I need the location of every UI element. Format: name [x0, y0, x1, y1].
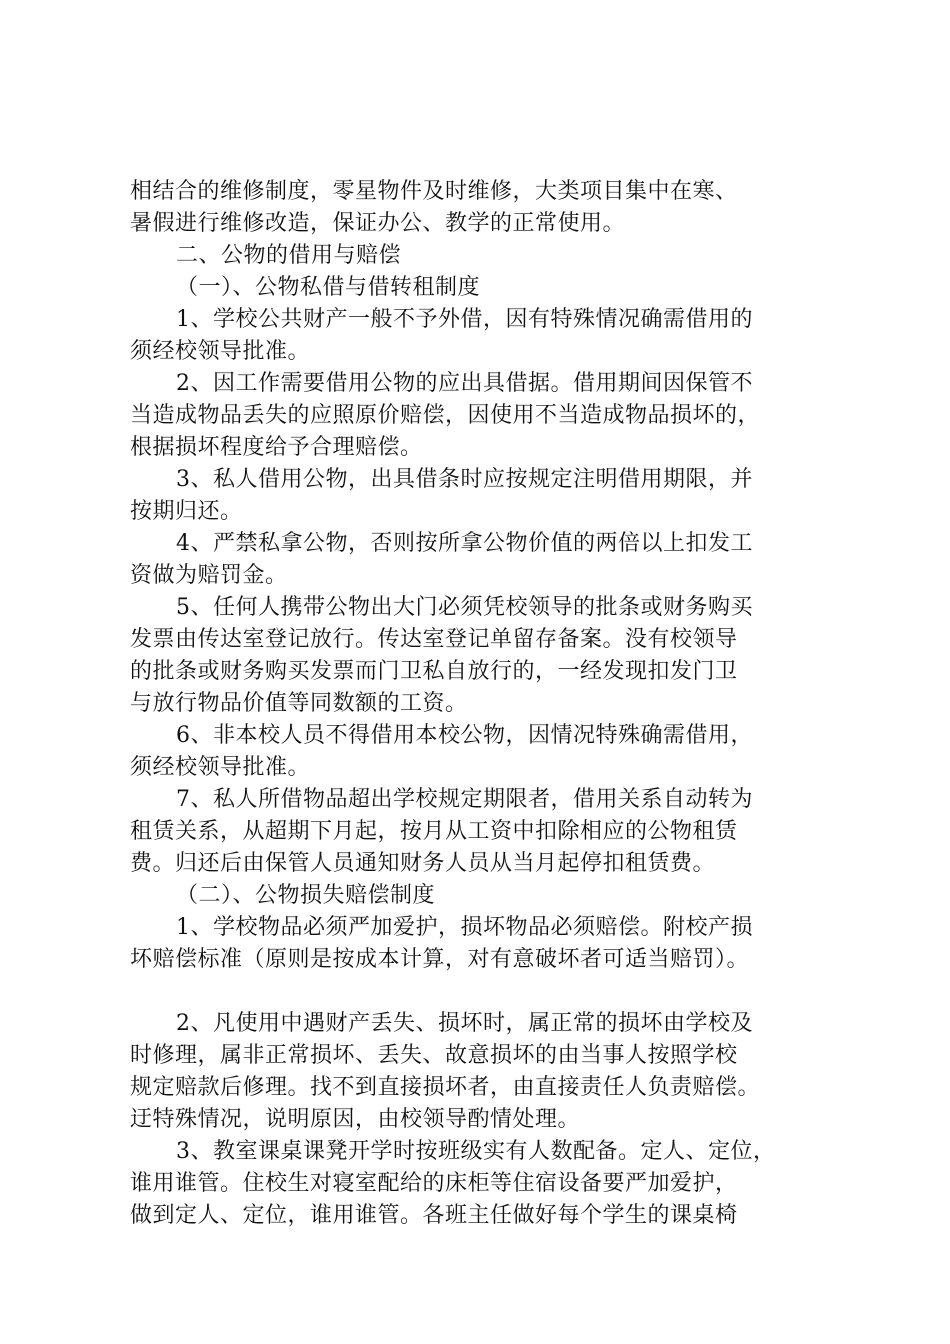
text-line: 2、凡使用中遇财产丢失、损坏时，属正常的损坏由学校及	[176, 1011, 753, 1036]
text-line: 时修理，属非正常损坏、丢失、故意损坏的由当事人按照学校	[130, 1043, 738, 1068]
text-line: 租赁关系，从超期下月起，按月从工资中扣除相应的公物租赁	[130, 819, 738, 844]
text-line: （一）、公物私借与借转租制度	[176, 275, 481, 300]
text-line: 3、教室课桌课凳开学时按班级实有人数配备。定人、定位，	[176, 1139, 776, 1164]
text-line: 2、因工作需要借用公物的应出具借据。借用期间因保管不	[176, 371, 753, 396]
text-line: 须经校领导批准。	[130, 339, 311, 364]
blank-line	[130, 976, 850, 1008]
text-line: 1、学校物品必须严加爱护，损坏物品必须赔偿。附校产损	[176, 915, 753, 940]
document-page	[130, 176, 850, 1232]
text-line: 按期归还。	[130, 499, 243, 524]
text-line: 迂特殊情况，说明原因，由校领导酌情处理。	[130, 1107, 581, 1132]
text-line: 7、私人所借物品超出学校规定期限者，借用关系自动转为	[176, 787, 753, 812]
text-line: 相结合的维修制度，零星物件及时维修，大类项目集中在寒、	[130, 179, 738, 204]
text-line: 4、严禁私拿公物，否则按所拿公物价值的两倍以上扣发工	[176, 531, 753, 556]
text-line: 谁用谁管。住校生对寝室配给的床柜等住宿设备要严加爱护，	[130, 1171, 738, 1196]
text-line: 5、任何人携带公物出大门必须凭校领导的批条或财务购买	[176, 595, 753, 620]
text-line: 费。归还后由保管人员通知财务人员从当月起停扣租赁费。	[130, 851, 716, 876]
text-line: 发票由传达室登记放行。传达室登记单留存备案。没有校领导	[130, 627, 738, 652]
text-line: 与放行物品价值等同数额的工资。	[130, 691, 468, 716]
text-line: 须经校领导批准。	[130, 755, 311, 780]
text-line: （二）、公物损失赔偿制度	[176, 883, 436, 908]
text-line: 坏赔偿标准（原则是按成本计算，对有意破坏者可适当赔罚）。	[130, 947, 750, 972]
text-line: 3、私人借用公物，出具借条时应按规定注明借用期限，并	[176, 467, 753, 492]
text-line: 做到定人、定位，谁用谁管。各班主任做好每个学生的课桌椅	[130, 1203, 738, 1228]
text-line: 当造成物品丢失的应照原价赔偿，因使用不当造成物品损坏的，	[130, 403, 761, 428]
text-line: 的批条或财务购买发票而门卫私自放行的，一经发现扣发门卫	[130, 659, 738, 684]
text-line: 根据损坏程度给予合理赔偿。	[130, 435, 423, 460]
text-line: 6、非本校人员不得借用本校公物，因情况特殊确需借用，	[176, 723, 753, 748]
text-line: 1、学校公共财产一般不予外借，因有特殊情况确需借用的	[176, 307, 753, 332]
text-line: 暑假进行维修改造，保证办公、教学的正常使用。	[130, 211, 626, 236]
text-line: 资做为赔罚金。	[130, 563, 288, 588]
text-line: 规定赔款后修理。找不到直接损坏者，由直接责任人负责赔偿。	[130, 1075, 761, 1100]
text-line: 二、公物的借用与赔偿	[176, 243, 402, 268]
